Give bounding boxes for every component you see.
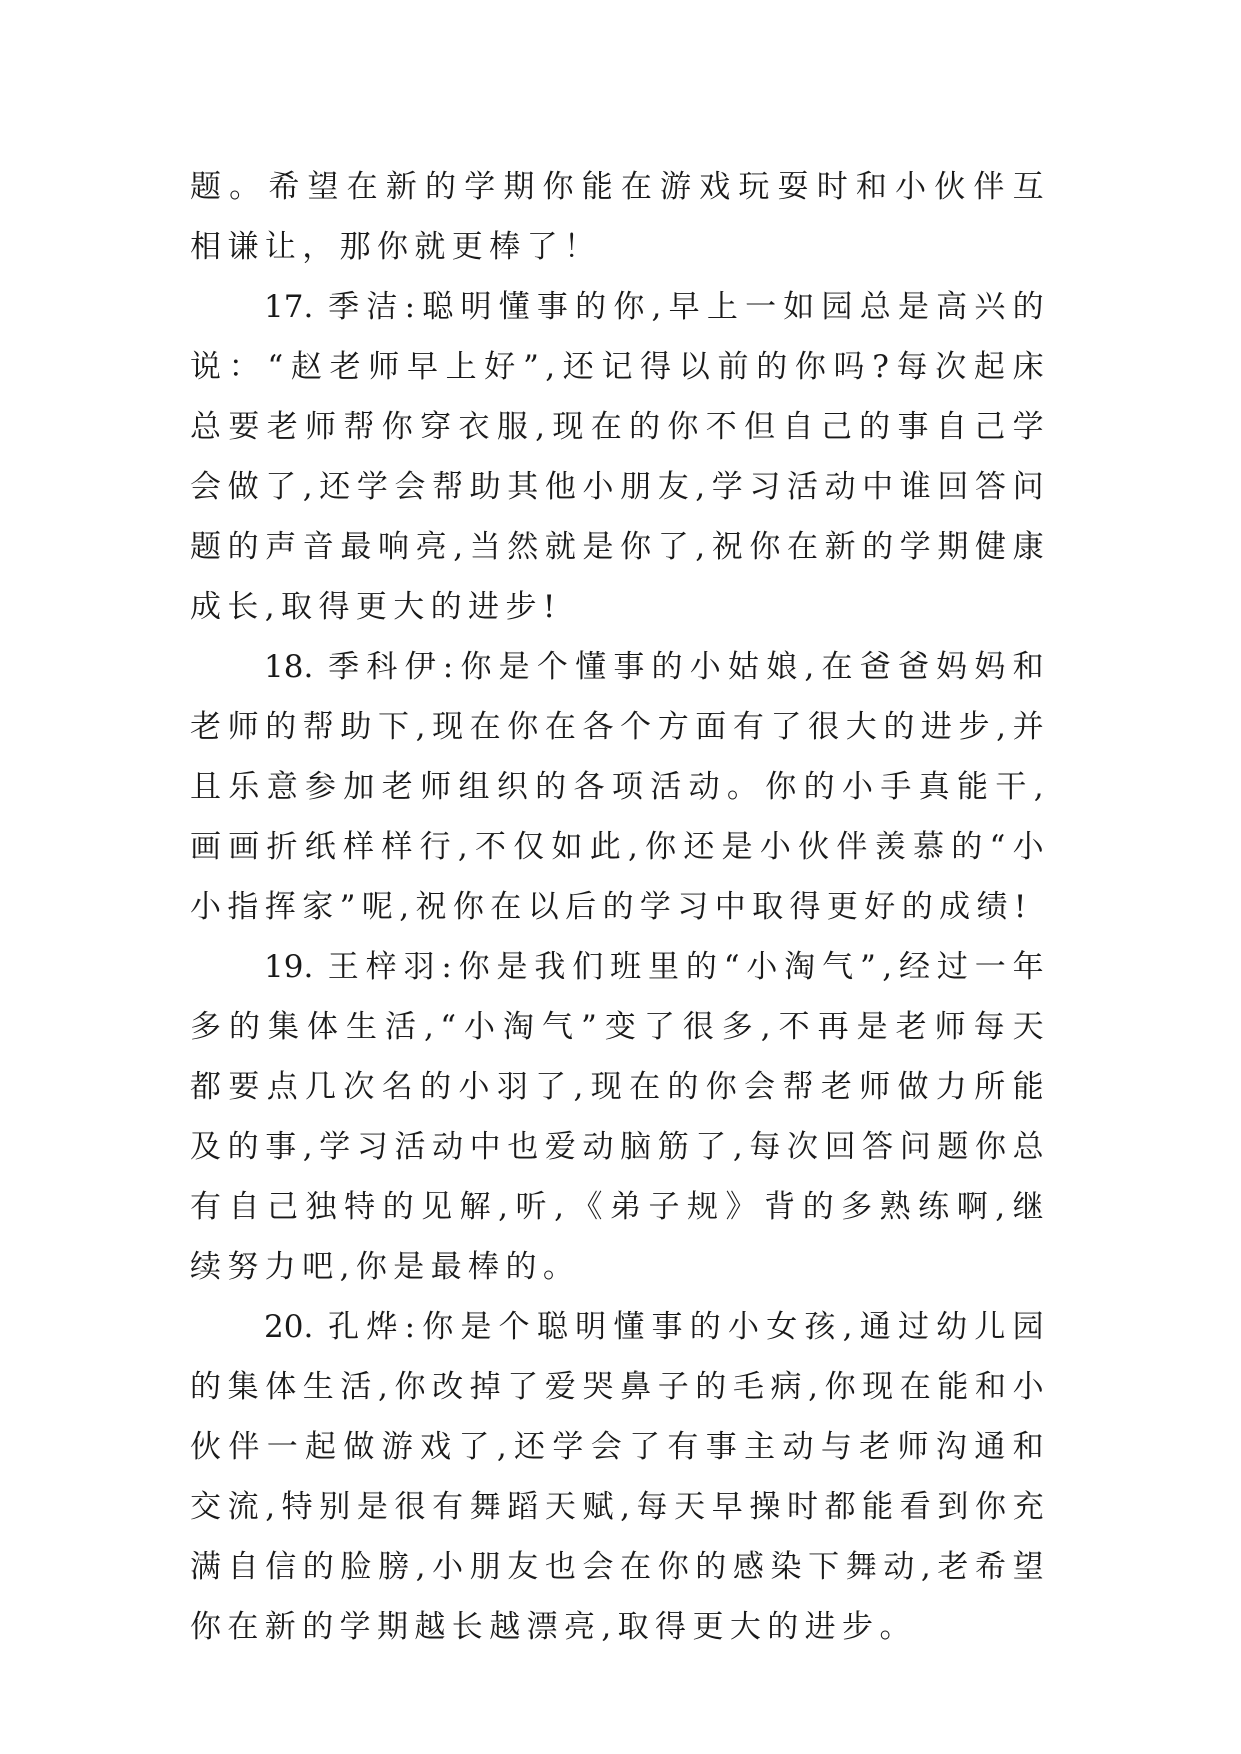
paragraph-item-20 <box>190 1297 1050 1657</box>
item-number: 19. <box>264 949 314 985</box>
paragraph-text: 题。希望在新的学期你能在游戏玩耍时和小伙伴互相谦让，那你就更棒了！ <box>190 169 1050 265</box>
document-body <box>190 157 1050 1657</box>
paragraph-continuation <box>190 157 1050 277</box>
item-number: 17. <box>264 289 314 325</box>
paragraph-item-17 <box>190 277 1050 637</box>
paragraph-text: 季科伊:你是个懂事的小姑娘,在爸爸妈妈和老师的帮助下,现在你在各个方面有了很大的进步,并且乐意参加老师组织的各项活动。你的小手真能干,画画折纸样样行,不仅如此,你还是小伙伴羡慕的“小小指挥家”呢,祝你在以后的学习中取得更好的成绩! <box>190 649 1050 925</box>
paragraph-text: 王梓羽:你是我们班里的“小淘气”,经过一年多的集体生活,“小淘气”变了很多,不再是老师每天都要点几次名的小羽了,现在的你会帮老师做力所能及的事,学习活动中也爱动脑筋了,每次回答问题你总有自己独特的见解,听,《弟子规》背的多熟练啊,继续努力吧,你是最棒的。 <box>190 949 1050 1285</box>
paragraph-text: 孔烨:你是个聪明懂事的小女孩,通过幼儿园的集体生活,你改掉了爱哭鼻子的毛病,你现在能和小伙伴一起做游戏了,还学会了有事主动与老师沟通和交流,特别是很有舞蹈天赋,每天早操时都能看到你充满自信的脸膀,小朋友也会在你的感染下舞动,老希望你在新的学期越长越漂亮,取得更大的进步。 <box>190 1309 1050 1645</box>
paragraph-item-18 <box>190 637 1050 937</box>
paragraph-item-19 <box>190 937 1050 1297</box>
item-number: 18. <box>264 649 314 685</box>
paragraph-text: 季洁:聪明懂事的你,早上一如园总是高兴的说：“赵老师早上好”,还记得以前的你吗?每次起床总要老师帮你穿衣服,现在的你不但自己的事自己学会做了,还学会帮助其他小朋友,学习活动中谁回答问题的声音最响亮,当然就是你了,祝你在新的学期健康成长,取得更大的进步! <box>190 289 1050 625</box>
item-number: 20. <box>264 1309 314 1345</box>
